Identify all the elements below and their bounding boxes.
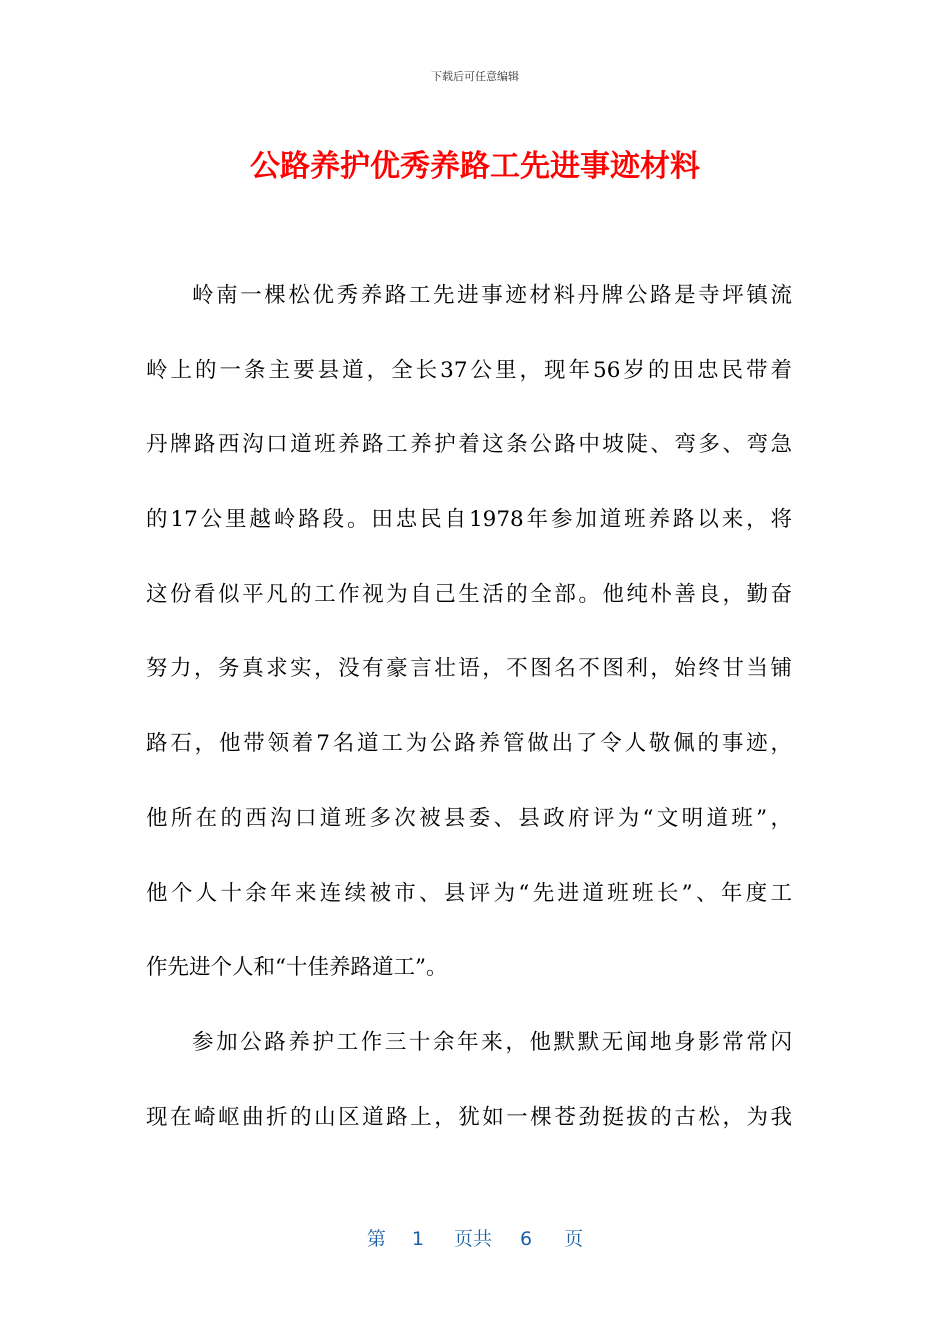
- text-line: 作先进个人和“十佳养路道工”。: [146, 955, 448, 981]
- footer-total-pages: 6: [520, 1228, 533, 1250]
- text-line: 现在崎岖曲折的山区道路上，犹如一棵苍劲挺拔的古松，为我: [146, 1104, 792, 1130]
- text-line: 他个人十余年来连续被市、县评为“先进道班班长”、年度工: [146, 880, 792, 906]
- text-line: 努力，务真求实，没有豪言壮语，不图名不图利，始终甘当铺: [146, 656, 792, 682]
- document-title: 公路养护优秀养路工先进事迹材料: [250, 149, 700, 184]
- footer-suffix: 页: [564, 1228, 584, 1250]
- footer-page-number: 1: [411, 1228, 424, 1250]
- text-line: 岭南一棵松优秀养路工先进事迹材料丹牌公路是寺坪镇流: [192, 283, 792, 308]
- text-line: 参加公路养护工作三十余年来，他默默无闻地身影常常闪: [192, 1029, 792, 1055]
- page-footer: [0, 1224, 950, 1251]
- text-line: 岭上的一条主要县道，全长37公里，现年56岁的田忠民带着: [146, 357, 792, 383]
- text-line: 这份看似平凡的工作视为自己生活的全部。他纯朴善良，勤奋: [146, 581, 792, 607]
- text-line: 路石，他带领着7名道工为公路养管做出了令人敬佩的事迹，: [146, 731, 792, 757]
- document-body: [146, 276, 792, 1172]
- text-line: 的17公里越岭路段。田忠民自1978年参加道班养路以来，将: [146, 507, 792, 533]
- text-line: 丹牌路西沟口道班养路工养护着这条公路中坡陡、弯多、弯急: [146, 432, 792, 458]
- paragraph: [146, 276, 792, 1023]
- footer-prefix: 第: [366, 1228, 386, 1250]
- text-line: 他所在的西沟口道班多次被县委、县政府评为“文明道班”，: [146, 805, 792, 831]
- paragraph: [146, 1023, 792, 1172]
- footer-middle: 页共: [453, 1228, 492, 1250]
- header-note: 下载后可任意编辑: [431, 70, 519, 83]
